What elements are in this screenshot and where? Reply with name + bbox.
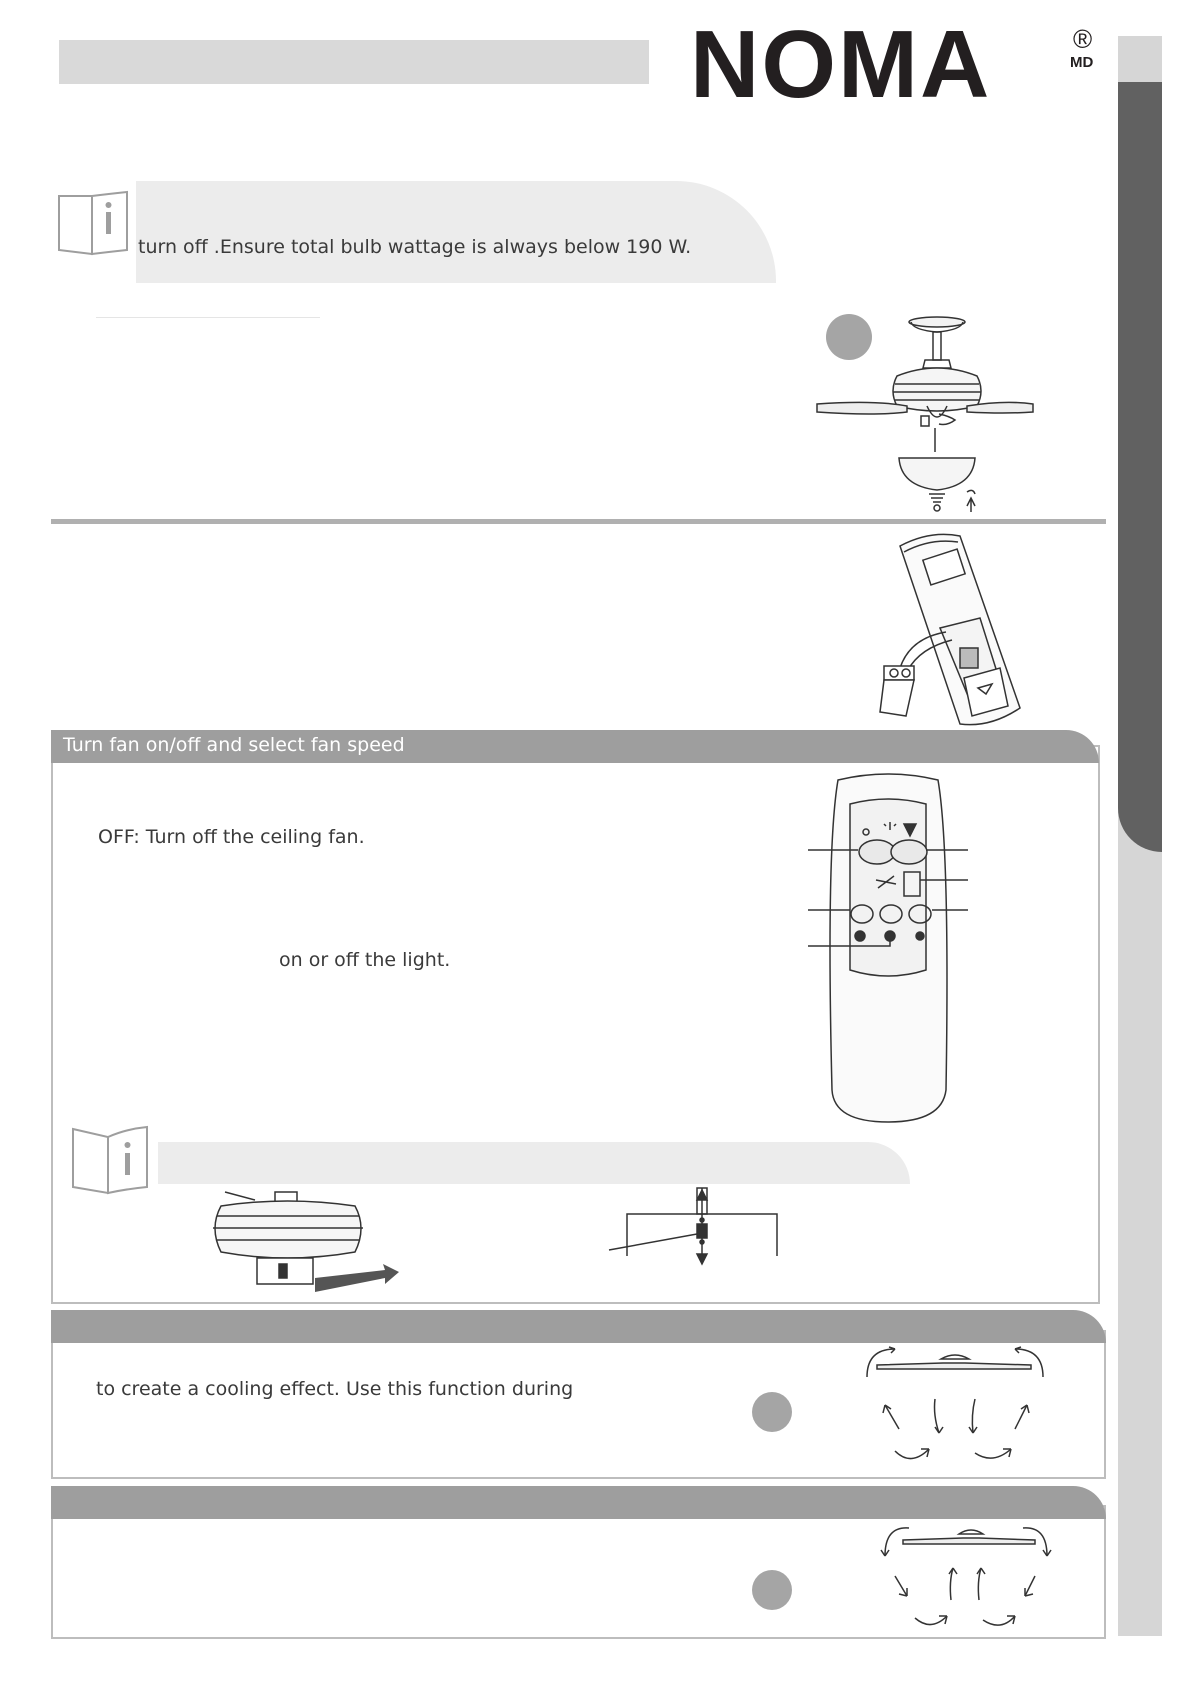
brand-logo-text: NOMA	[690, 11, 992, 118]
registered-mark-md: MD	[1070, 54, 1094, 71]
brand-logo	[690, 11, 1094, 118]
remote-battery-illustration	[870, 528, 1040, 728]
note-box	[136, 181, 776, 283]
step-circle	[752, 1570, 792, 1610]
note-box-2	[158, 1142, 910, 1184]
light-instruction: on or off the light.	[279, 949, 451, 971]
airflow-upward-illustration	[875, 1520, 1055, 1632]
cooling-text: to create a cooling effect. Use this function during	[96, 1378, 574, 1400]
fan-control-title: Turn fan on/off and select fan speed	[63, 734, 405, 756]
registered-mark: ®	[1073, 24, 1093, 54]
cooling-title-bar	[51, 1310, 1106, 1343]
airflow-downward-illustration	[855, 1345, 1055, 1465]
header-bar	[59, 40, 649, 84]
switch-position-diagram	[605, 1186, 785, 1266]
warming-title-bar	[51, 1486, 1106, 1519]
side-tab-dark	[1118, 82, 1162, 852]
step-circle	[752, 1392, 792, 1432]
ceiling-fan-illustration	[815, 316, 1035, 516]
off-instruction: OFF: Turn off the ceiling fan.	[98, 826, 365, 848]
info-book-icon	[56, 190, 130, 256]
thin-divider	[96, 317, 320, 318]
info-book-icon	[70, 1125, 150, 1195]
remote-control-illustration	[808, 770, 968, 1130]
section-divider	[51, 519, 1106, 524]
note-text: turn off .Ensure total bulb wattage is always below 190 W.	[138, 236, 692, 258]
fan-motor-switch-illustration	[205, 1188, 405, 1300]
